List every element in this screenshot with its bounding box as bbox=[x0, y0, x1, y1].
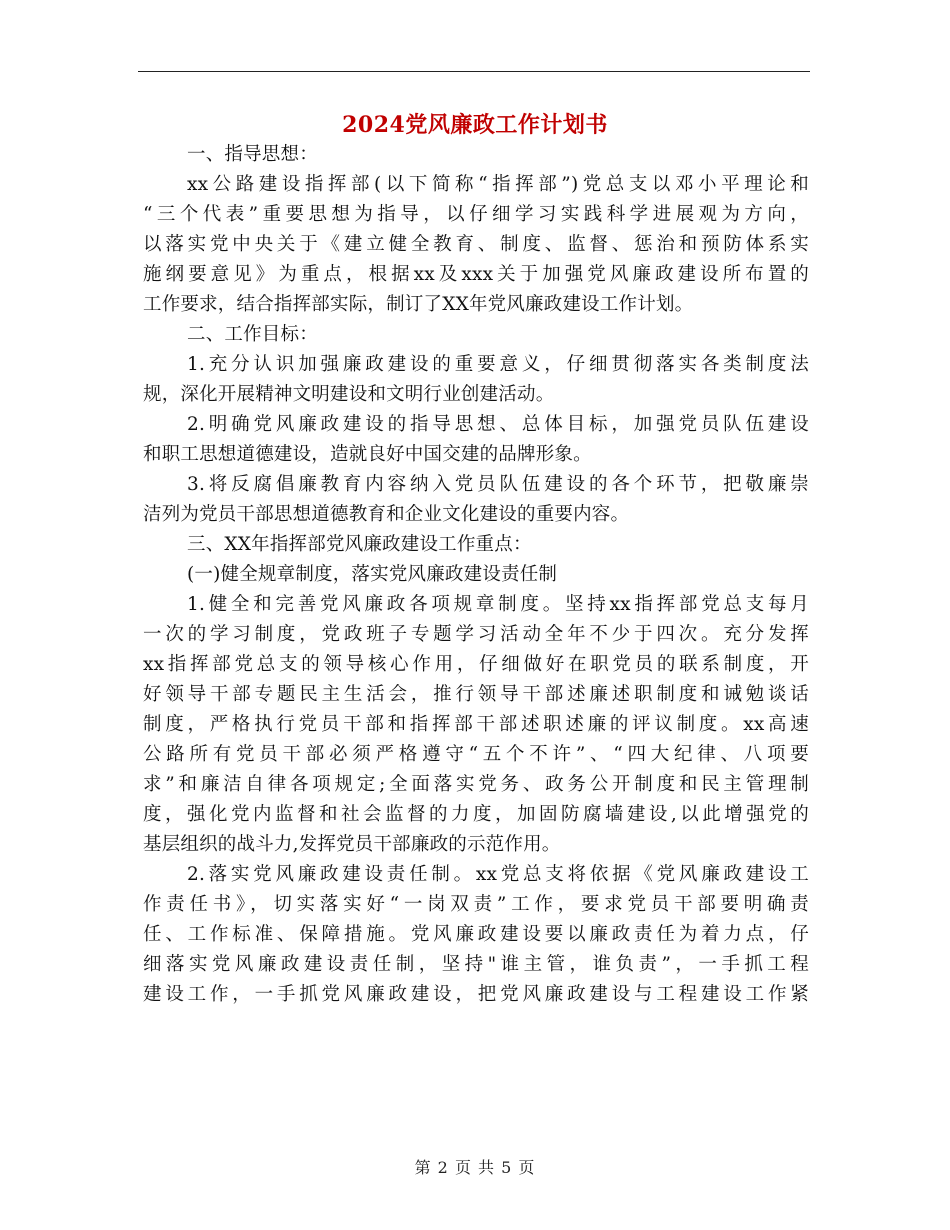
text-line: 2.明确党风廉政建设的指导思想、总体目标，加强党员队伍建设 bbox=[187, 414, 809, 435]
header-rule bbox=[138, 71, 810, 72]
text-line: 二、工作目标： bbox=[187, 324, 318, 345]
text-line: (一)健全规章制度，落实党风廉政建设责任制 bbox=[187, 564, 558, 585]
text-line: 公路所有党员干部必须严格遵守“五个不许”、“四大纪律、八项要 bbox=[143, 744, 809, 765]
text-line: 细落实党风廉政建设责任制，坚持"谁主管，谁负责”，一手抓工程 bbox=[143, 954, 809, 975]
text-line: 作责任书》，切实落实好“一岗双责”工作，要求党员干部要明确责 bbox=[143, 894, 809, 915]
text-line: 好领导干部专题民主生活会，推行领导干部述廉述职制度和诫勉谈话 bbox=[143, 684, 809, 705]
document-title: 2024党风廉政工作计划书 bbox=[342, 112, 608, 138]
text-line: 基层组织的战斗力,发挥党员干部廉政的示范作用。 bbox=[143, 834, 561, 855]
text-line: 1.充分认识加强廉政建设的重要意义，仔细贯彻落实各类制度法 bbox=[187, 354, 809, 375]
text-line: 任、工作标准、保障措施。党风廉政建设要以廉政责任为着力点，仔 bbox=[143, 924, 809, 945]
text-line: xx公路建设指挥部(以下简称“指挥部”)党总支以邓小平理论和 bbox=[187, 174, 809, 195]
text-line: 工作要求，结合指挥部实际，制订了XX年党风廉政建设工作计划。 bbox=[143, 294, 694, 315]
text-line: 洁列为党员干部思想道德教育和企业文化建设的重要内容。 bbox=[143, 504, 630, 525]
page-footer: 第 2 页 共 5 页 bbox=[414, 1158, 536, 1177]
text-line: 制度，严格执行党员干部和指挥部干部述职述廉的评议制度。xx高速 bbox=[143, 714, 809, 735]
text-line: 规，深化开展精神文明建设和文明行业创建活动。 bbox=[143, 384, 555, 405]
text-line: 建设工作，一手抓党风廉政建设，把党风廉政建设与工程建设工作紧 bbox=[143, 984, 809, 1005]
text-line: 一次的学习制度，党政班子专题学习活动全年不少于四次。充分发挥 bbox=[143, 624, 809, 645]
text-line: 以落实党中央关于《建立健全教育、制度、监督、惩治和预防体系实 bbox=[143, 234, 809, 255]
text-line: xx指挥部党总支的领导核心作用，仔细做好在职党员的联系制度，开 bbox=[143, 654, 809, 675]
text-line: 度，强化党内监督和社会监督的力度，加固防腐墙建设,以此增强党的 bbox=[143, 804, 809, 825]
text-line: 2.落实党风廉政建设责任制。xx党总支将依据《党风廉政建设工 bbox=[187, 864, 809, 885]
text-line: 和职工思想道德建设，造就良好中国交建的品牌形象。 bbox=[143, 444, 592, 465]
text-line: “三个代表”重要思想为指导，以仔细学习实践科学进展观为方向， bbox=[143, 204, 809, 225]
text-line: 1.健全和完善党风廉政各项规章制度。坚持xx指挥部党总支每月 bbox=[187, 594, 809, 615]
document-body bbox=[143, 140, 809, 1010]
text-line: 一、指导思想： bbox=[187, 144, 318, 165]
text-line: 施纲要意见》为重点，根据xx及xxx关于加强党风廉政建设所布置的 bbox=[143, 264, 809, 285]
text-line: 求”和廉洁自律各项规定;全面落实党务、政务公开制度和民主管理制 bbox=[143, 774, 809, 795]
text-line: 3.将反腐倡廉教育内容纳入党员队伍建设的各个环节，把敬廉崇 bbox=[187, 474, 809, 495]
text-line: 三、XX年指挥部党风廉政建设工作重点： bbox=[187, 534, 532, 555]
